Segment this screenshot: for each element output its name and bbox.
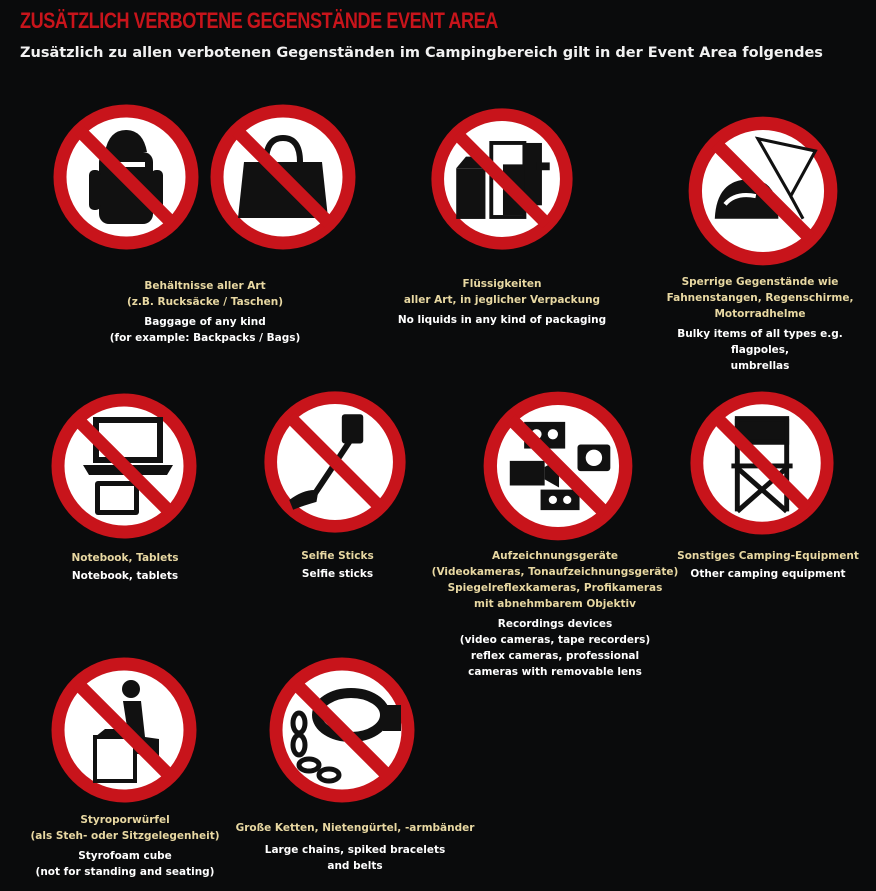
caption-en: Selfie sticks xyxy=(301,568,374,580)
caption-de: (Videokameras, Tonaufzeichnungsgeräte) xyxy=(431,566,679,578)
caption-en: Large chains, spiked bracelets xyxy=(264,844,446,856)
caption-de: Motorradhelme xyxy=(714,308,806,320)
caption-de: (z.B. Rucksäcke / Taschen) xyxy=(126,296,284,308)
caption-en: (for example: Backpacks / Bags) xyxy=(109,332,301,344)
chains-spiked-belt-icon xyxy=(265,653,419,807)
caption-de: Styroporwürfel xyxy=(80,814,170,826)
caption-en: reflex cameras, professional xyxy=(470,650,640,662)
caption-en: Recordings devices xyxy=(497,618,613,630)
item-caption xyxy=(40,550,210,584)
caption-de: aller Art, in jeglicher Verpackung xyxy=(403,294,601,306)
item-caption xyxy=(20,812,230,880)
item-caption xyxy=(650,274,870,374)
caption-de: Sonstiges Camping-Equipment xyxy=(677,550,859,562)
caption-en: Styrofoam cube xyxy=(78,850,172,862)
caption-de: Aufzeichnungsgeräte xyxy=(492,550,618,562)
page-title: ZUSÄTZLICH VERBOTENE GEGENSTÄNDE EVENT AREA xyxy=(20,8,498,33)
caption-de: Sperrige Gegenstände wie xyxy=(681,276,839,288)
folding-chair-icon xyxy=(686,387,838,539)
caption-en: and belts xyxy=(327,860,383,872)
backpack-icon xyxy=(49,100,203,254)
liquid-containers-icon xyxy=(427,104,577,254)
caption-de: Fahnenstangen, Regenschirme, xyxy=(666,292,854,304)
item-caption xyxy=(430,548,680,680)
caption-en: Notebook, tablets xyxy=(71,570,179,582)
item-caption xyxy=(270,548,405,582)
caption-de: Selfie Sticks xyxy=(301,550,374,562)
selfie-stick-icon xyxy=(260,387,410,537)
styrofoam-cube-icon xyxy=(47,653,201,807)
caption-en: Other camping equipment xyxy=(690,568,846,580)
item-caption xyxy=(60,278,350,346)
caption-en: cameras with removable lens xyxy=(468,666,642,678)
recording-devices-icon xyxy=(479,387,637,545)
caption-en: Bulky items of all types e.g. flagpoles, xyxy=(677,328,843,356)
handbag-icon xyxy=(206,100,360,254)
caption-en: (video cameras, tape recorders) xyxy=(459,634,651,646)
item-caption xyxy=(220,820,490,874)
item-caption xyxy=(382,276,622,328)
caption-de: Große Ketten, Nietengürtel, -armbänder xyxy=(235,822,475,834)
caption-en: (not for standing and seating) xyxy=(35,866,215,878)
item-caption xyxy=(668,548,868,582)
caption-en: Baggage of any kind xyxy=(144,316,266,328)
laptop-tablet-icon xyxy=(47,389,201,543)
caption-de: (als Steh- oder Sitzgelegenheit) xyxy=(30,830,220,842)
umbrella-helmet-icon xyxy=(684,112,842,270)
caption-de: Spiegelreflexkameras, Profikameras xyxy=(447,582,663,594)
caption-de: Behältnisse aller Art xyxy=(144,280,266,292)
page-subtitle: Zusätzlich zu allen verbotenen Gegenständen im Campingbereich gilt in der Event Area folgendes xyxy=(20,45,823,61)
caption-de: Flüssigkeiten xyxy=(462,278,542,290)
caption-de: Notebook, Tablets xyxy=(71,552,179,564)
caption-en: umbrellas xyxy=(730,360,790,372)
caption-de: mit abnehmbarem Objektiv xyxy=(474,598,636,610)
caption-en: No liquids in any kind of packaging xyxy=(397,314,607,326)
